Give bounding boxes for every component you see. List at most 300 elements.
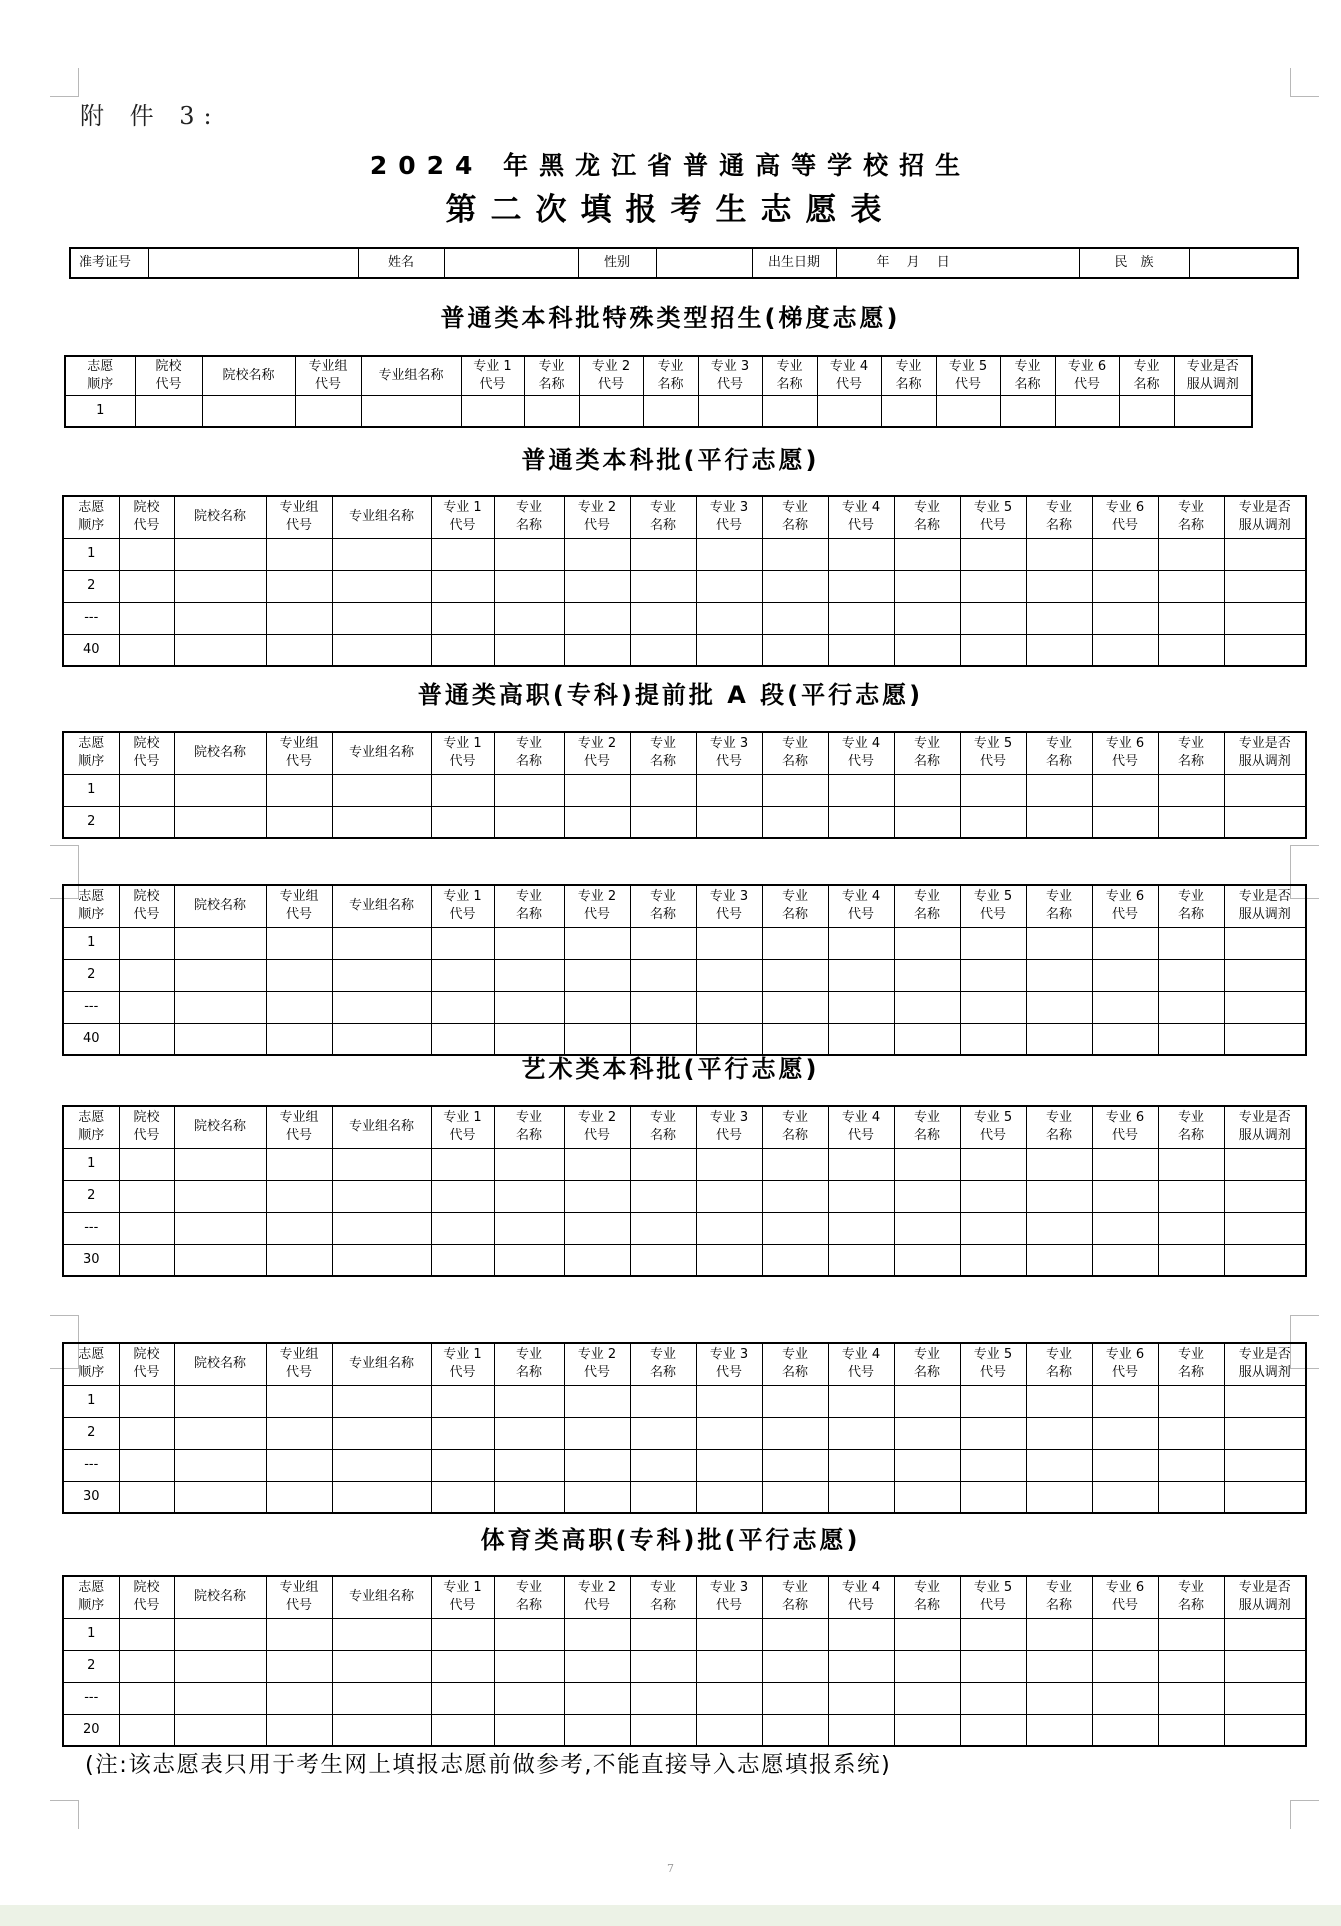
entry-cell[interactable] bbox=[332, 1682, 431, 1714]
entry-cell[interactable] bbox=[431, 1023, 494, 1055]
entry-cell[interactable] bbox=[630, 634, 696, 666]
entry-cell[interactable] bbox=[630, 1714, 696, 1746]
entry-cell[interactable] bbox=[266, 1148, 332, 1180]
entry-cell[interactable] bbox=[1026, 1244, 1092, 1276]
entry-cell[interactable] bbox=[1224, 1618, 1306, 1650]
entry-cell[interactable] bbox=[762, 1650, 828, 1682]
entry-cell[interactable] bbox=[1158, 1682, 1224, 1714]
entry-cell[interactable] bbox=[828, 1244, 894, 1276]
entry-cell[interactable] bbox=[174, 1449, 266, 1481]
entry-cell[interactable] bbox=[431, 959, 494, 991]
entry-cell[interactable] bbox=[1092, 1650, 1158, 1682]
entry-cell[interactable] bbox=[1158, 634, 1224, 666]
entry-cell[interactable] bbox=[266, 927, 332, 959]
entry-cell[interactable] bbox=[894, 774, 960, 806]
entry-cell[interactable] bbox=[960, 806, 1026, 838]
entry-cell[interactable] bbox=[494, 806, 564, 838]
entry-cell[interactable] bbox=[431, 1385, 494, 1417]
entry-cell[interactable] bbox=[828, 602, 894, 634]
entry-cell[interactable] bbox=[1158, 1417, 1224, 1449]
entry-cell[interactable] bbox=[494, 538, 564, 570]
entry-cell[interactable] bbox=[894, 602, 960, 634]
entry-cell[interactable] bbox=[894, 1714, 960, 1746]
entry-cell[interactable] bbox=[266, 1244, 332, 1276]
entry-cell[interactable] bbox=[119, 1682, 174, 1714]
entry-cell[interactable] bbox=[1026, 991, 1092, 1023]
entry-cell[interactable] bbox=[431, 538, 494, 570]
entry-cell[interactable] bbox=[1224, 1148, 1306, 1180]
entry-cell[interactable] bbox=[579, 395, 643, 427]
entry-cell[interactable] bbox=[332, 959, 431, 991]
entry-cell[interactable] bbox=[960, 1244, 1026, 1276]
entry-cell[interactable] bbox=[1026, 1180, 1092, 1212]
entry-cell[interactable] bbox=[630, 1449, 696, 1481]
entry-cell[interactable] bbox=[332, 1449, 431, 1481]
entry-cell[interactable] bbox=[1092, 602, 1158, 634]
entry-cell[interactable] bbox=[762, 602, 828, 634]
entry-cell[interactable] bbox=[1224, 1180, 1306, 1212]
entry-cell[interactable] bbox=[960, 1618, 1026, 1650]
entry-cell[interactable] bbox=[1158, 959, 1224, 991]
entry-cell[interactable] bbox=[1026, 538, 1092, 570]
entry-cell[interactable] bbox=[894, 1417, 960, 1449]
entry-cell[interactable] bbox=[894, 1148, 960, 1180]
entry-cell[interactable] bbox=[762, 927, 828, 959]
entry-cell[interactable] bbox=[119, 1449, 174, 1481]
entry-cell[interactable] bbox=[174, 774, 266, 806]
entry-cell[interactable] bbox=[174, 1148, 266, 1180]
entry-cell[interactable] bbox=[564, 1449, 630, 1481]
entry-cell[interactable] bbox=[564, 1180, 630, 1212]
entry-cell[interactable] bbox=[696, 1714, 762, 1746]
entry-cell[interactable] bbox=[135, 395, 202, 427]
entry-cell[interactable] bbox=[494, 1244, 564, 1276]
entry-cell[interactable] bbox=[119, 1023, 174, 1055]
entry-cell[interactable] bbox=[936, 395, 1000, 427]
entry-cell[interactable] bbox=[1000, 395, 1055, 427]
entry-cell[interactable] bbox=[643, 395, 698, 427]
entry-cell[interactable] bbox=[1224, 1023, 1306, 1055]
entry-cell[interactable] bbox=[1224, 1714, 1306, 1746]
entry-cell[interactable] bbox=[762, 1212, 828, 1244]
entry-cell[interactable] bbox=[630, 570, 696, 602]
entry-cell[interactable] bbox=[960, 959, 1026, 991]
entry-cell[interactable] bbox=[266, 1682, 332, 1714]
entry-cell[interactable] bbox=[431, 1212, 494, 1244]
entry-cell[interactable] bbox=[332, 774, 431, 806]
entry-cell[interactable] bbox=[174, 1481, 266, 1513]
entry-cell[interactable] bbox=[332, 1385, 431, 1417]
entry-cell[interactable] bbox=[1092, 806, 1158, 838]
entry-cell[interactable] bbox=[174, 959, 266, 991]
entry-cell[interactable] bbox=[1092, 570, 1158, 602]
entry-cell[interactable] bbox=[1158, 1481, 1224, 1513]
entry-cell[interactable] bbox=[696, 1148, 762, 1180]
entry-cell[interactable] bbox=[174, 806, 266, 838]
entry-cell[interactable] bbox=[174, 1618, 266, 1650]
entry-cell[interactable] bbox=[630, 1481, 696, 1513]
entry-cell[interactable] bbox=[564, 1650, 630, 1682]
entry-cell[interactable] bbox=[431, 1148, 494, 1180]
entry-cell[interactable] bbox=[1158, 806, 1224, 838]
entry-cell[interactable] bbox=[266, 570, 332, 602]
entry-cell[interactable] bbox=[828, 538, 894, 570]
entry-cell[interactable] bbox=[1026, 806, 1092, 838]
entry-cell[interactable] bbox=[431, 991, 494, 1023]
entry-cell[interactable] bbox=[960, 1023, 1026, 1055]
entry-cell[interactable] bbox=[630, 927, 696, 959]
entry-cell[interactable] bbox=[494, 1148, 564, 1180]
entry-cell[interactable] bbox=[894, 1682, 960, 1714]
entry-cell[interactable] bbox=[431, 1714, 494, 1746]
entry-cell[interactable] bbox=[564, 538, 630, 570]
entry-cell[interactable] bbox=[119, 602, 174, 634]
entry-cell[interactable] bbox=[494, 927, 564, 959]
entry-cell[interactable] bbox=[762, 1618, 828, 1650]
entry-cell[interactable] bbox=[119, 927, 174, 959]
entry-cell[interactable] bbox=[960, 1449, 1026, 1481]
entry-cell[interactable] bbox=[762, 1714, 828, 1746]
entry-cell[interactable] bbox=[696, 1449, 762, 1481]
entry-cell[interactable] bbox=[1026, 602, 1092, 634]
entry-cell[interactable] bbox=[494, 959, 564, 991]
entry-cell[interactable] bbox=[1092, 927, 1158, 959]
entry-cell[interactable] bbox=[1158, 1244, 1224, 1276]
entry-cell[interactable] bbox=[630, 806, 696, 838]
entry-cell[interactable] bbox=[1026, 1023, 1092, 1055]
entry-cell[interactable] bbox=[119, 1618, 174, 1650]
entry-cell[interactable] bbox=[174, 1682, 266, 1714]
entry-cell[interactable] bbox=[494, 1714, 564, 1746]
entry-cell[interactable] bbox=[894, 1023, 960, 1055]
entry-cell[interactable] bbox=[564, 1023, 630, 1055]
entry-cell[interactable] bbox=[960, 1385, 1026, 1417]
entry-cell[interactable] bbox=[524, 395, 579, 427]
entry-cell[interactable] bbox=[1158, 1212, 1224, 1244]
entry-cell[interactable] bbox=[174, 1650, 266, 1682]
entry-cell[interactable] bbox=[762, 1244, 828, 1276]
entry-cell[interactable] bbox=[828, 1481, 894, 1513]
entry-cell[interactable] bbox=[174, 927, 266, 959]
gender-field[interactable] bbox=[656, 248, 752, 278]
entry-cell[interactable] bbox=[431, 1417, 494, 1449]
entry-cell[interactable] bbox=[828, 806, 894, 838]
entry-cell[interactable] bbox=[630, 538, 696, 570]
entry-cell[interactable] bbox=[630, 1618, 696, 1650]
entry-cell[interactable] bbox=[266, 1449, 332, 1481]
entry-cell[interactable] bbox=[564, 1682, 630, 1714]
entry-cell[interactable] bbox=[762, 538, 828, 570]
entry-cell[interactable] bbox=[494, 991, 564, 1023]
entry-cell[interactable] bbox=[1026, 1148, 1092, 1180]
entry-cell[interactable] bbox=[630, 1244, 696, 1276]
entry-cell[interactable] bbox=[564, 927, 630, 959]
entry-cell[interactable] bbox=[1158, 570, 1224, 602]
entry-cell[interactable] bbox=[696, 991, 762, 1023]
entry-cell[interactable] bbox=[960, 1650, 1026, 1682]
entry-cell[interactable] bbox=[1224, 806, 1306, 838]
entry-cell[interactable] bbox=[1026, 1682, 1092, 1714]
entry-cell[interactable] bbox=[564, 1714, 630, 1746]
entry-cell[interactable] bbox=[894, 1385, 960, 1417]
entry-cell[interactable] bbox=[332, 570, 431, 602]
entry-cell[interactable] bbox=[564, 1481, 630, 1513]
entry-cell[interactable] bbox=[174, 538, 266, 570]
entry-cell[interactable] bbox=[1224, 1244, 1306, 1276]
entry-cell[interactable] bbox=[494, 1618, 564, 1650]
entry-cell[interactable] bbox=[174, 1023, 266, 1055]
entry-cell[interactable] bbox=[960, 1417, 1026, 1449]
entry-cell[interactable] bbox=[119, 1180, 174, 1212]
entry-cell[interactable] bbox=[696, 1023, 762, 1055]
entry-cell[interactable] bbox=[494, 1023, 564, 1055]
entry-cell[interactable] bbox=[630, 1385, 696, 1417]
entry-cell[interactable] bbox=[1092, 1417, 1158, 1449]
entry-cell[interactable] bbox=[1026, 927, 1092, 959]
entry-cell[interactable] bbox=[960, 927, 1026, 959]
entry-cell[interactable] bbox=[762, 1385, 828, 1417]
entry-cell[interactable] bbox=[332, 1417, 431, 1449]
entry-cell[interactable] bbox=[332, 1618, 431, 1650]
entry-cell[interactable] bbox=[1224, 570, 1306, 602]
entry-cell[interactable] bbox=[174, 634, 266, 666]
entry-cell[interactable] bbox=[960, 774, 1026, 806]
entry-cell[interactable] bbox=[431, 774, 494, 806]
entry-cell[interactable] bbox=[119, 806, 174, 838]
entry-cell[interactable] bbox=[1224, 774, 1306, 806]
entry-cell[interactable] bbox=[1158, 1618, 1224, 1650]
entry-cell[interactable] bbox=[332, 991, 431, 1023]
birth-date-field[interactable]: 年 月 日 bbox=[836, 248, 1079, 278]
entry-cell[interactable] bbox=[630, 1023, 696, 1055]
entry-cell[interactable] bbox=[431, 634, 494, 666]
entry-cell[interactable] bbox=[266, 602, 332, 634]
entry-cell[interactable] bbox=[894, 959, 960, 991]
entry-cell[interactable] bbox=[332, 1148, 431, 1180]
entry-cell[interactable] bbox=[1158, 774, 1224, 806]
entry-cell[interactable] bbox=[1158, 1148, 1224, 1180]
entry-cell[interactable] bbox=[1092, 1023, 1158, 1055]
entry-cell[interactable] bbox=[828, 959, 894, 991]
entry-cell[interactable] bbox=[332, 1650, 431, 1682]
entry-cell[interactable] bbox=[630, 991, 696, 1023]
entry-cell[interactable] bbox=[295, 395, 361, 427]
entry-cell[interactable] bbox=[630, 1417, 696, 1449]
entry-cell[interactable] bbox=[431, 1618, 494, 1650]
entry-cell[interactable] bbox=[494, 1212, 564, 1244]
entry-cell[interactable] bbox=[762, 1148, 828, 1180]
entry-cell[interactable] bbox=[564, 602, 630, 634]
entry-cell[interactable] bbox=[828, 927, 894, 959]
entry-cell[interactable] bbox=[332, 806, 431, 838]
entry-cell[interactable] bbox=[266, 1618, 332, 1650]
entry-cell[interactable] bbox=[828, 634, 894, 666]
entry-cell[interactable] bbox=[431, 927, 494, 959]
entry-cell[interactable] bbox=[1026, 634, 1092, 666]
entry-cell[interactable] bbox=[564, 634, 630, 666]
entry-cell[interactable] bbox=[332, 634, 431, 666]
entry-cell[interactable] bbox=[266, 1180, 332, 1212]
entry-cell[interactable] bbox=[1026, 1449, 1092, 1481]
entry-cell[interactable] bbox=[266, 1212, 332, 1244]
entry-cell[interactable] bbox=[494, 1682, 564, 1714]
entry-cell[interactable] bbox=[696, 927, 762, 959]
entry-cell[interactable] bbox=[696, 1650, 762, 1682]
entry-cell[interactable] bbox=[1092, 1618, 1158, 1650]
entry-cell[interactable] bbox=[762, 1682, 828, 1714]
entry-cell[interactable] bbox=[564, 1244, 630, 1276]
entry-cell[interactable] bbox=[630, 959, 696, 991]
entry-cell[interactable] bbox=[266, 1023, 332, 1055]
entry-cell[interactable] bbox=[1092, 1244, 1158, 1276]
entry-cell[interactable] bbox=[828, 1417, 894, 1449]
entry-cell[interactable] bbox=[630, 1148, 696, 1180]
entry-cell[interactable] bbox=[1092, 991, 1158, 1023]
entry-cell[interactable] bbox=[332, 927, 431, 959]
entry-cell[interactable] bbox=[696, 1180, 762, 1212]
entry-cell[interactable] bbox=[174, 991, 266, 1023]
entry-cell[interactable] bbox=[828, 570, 894, 602]
entry-cell[interactable] bbox=[1224, 991, 1306, 1023]
entry-cell[interactable] bbox=[494, 1385, 564, 1417]
entry-cell[interactable] bbox=[630, 1650, 696, 1682]
entry-cell[interactable] bbox=[266, 1481, 332, 1513]
entry-cell[interactable] bbox=[431, 1449, 494, 1481]
entry-cell[interactable] bbox=[828, 774, 894, 806]
entry-cell[interactable] bbox=[762, 1449, 828, 1481]
entry-cell[interactable] bbox=[1158, 602, 1224, 634]
entry-cell[interactable] bbox=[1224, 1385, 1306, 1417]
entry-cell[interactable] bbox=[1158, 1180, 1224, 1212]
entry-cell[interactable] bbox=[696, 602, 762, 634]
entry-cell[interactable] bbox=[119, 538, 174, 570]
entry-cell[interactable] bbox=[894, 634, 960, 666]
entry-cell[interactable] bbox=[431, 1682, 494, 1714]
entry-cell[interactable] bbox=[332, 538, 431, 570]
entry-cell[interactable] bbox=[1026, 1417, 1092, 1449]
entry-cell[interactable] bbox=[1224, 634, 1306, 666]
entry-cell[interactable] bbox=[332, 1244, 431, 1276]
entry-cell[interactable] bbox=[266, 774, 332, 806]
entry-cell[interactable] bbox=[894, 806, 960, 838]
entry-cell[interactable] bbox=[494, 1180, 564, 1212]
entry-cell[interactable] bbox=[894, 570, 960, 602]
entry-cell[interactable] bbox=[1158, 1650, 1224, 1682]
entry-cell[interactable] bbox=[564, 570, 630, 602]
entry-cell[interactable] bbox=[119, 959, 174, 991]
entry-cell[interactable] bbox=[494, 1449, 564, 1481]
entry-cell[interactable] bbox=[960, 1481, 1026, 1513]
entry-cell[interactable] bbox=[431, 1481, 494, 1513]
entry-cell[interactable] bbox=[266, 1417, 332, 1449]
entry-cell[interactable] bbox=[174, 1714, 266, 1746]
entry-cell[interactable] bbox=[1092, 1180, 1158, 1212]
entry-cell[interactable] bbox=[431, 570, 494, 602]
entry-cell[interactable] bbox=[1092, 774, 1158, 806]
entry-cell[interactable] bbox=[494, 774, 564, 806]
entry-cell[interactable] bbox=[1092, 634, 1158, 666]
entry-cell[interactable] bbox=[564, 1618, 630, 1650]
entry-cell[interactable] bbox=[1026, 570, 1092, 602]
entry-cell[interactable] bbox=[960, 1714, 1026, 1746]
entry-cell[interactable] bbox=[630, 1682, 696, 1714]
admission-no-field[interactable] bbox=[148, 248, 358, 278]
entry-cell[interactable] bbox=[564, 806, 630, 838]
entry-cell[interactable] bbox=[960, 1148, 1026, 1180]
entry-cell[interactable] bbox=[894, 991, 960, 1023]
entry-cell[interactable] bbox=[564, 774, 630, 806]
entry-cell[interactable] bbox=[1158, 991, 1224, 1023]
entry-cell[interactable] bbox=[119, 1385, 174, 1417]
entry-cell[interactable] bbox=[174, 1212, 266, 1244]
entry-cell[interactable] bbox=[1026, 1650, 1092, 1682]
entry-cell[interactable] bbox=[119, 1417, 174, 1449]
entry-cell[interactable] bbox=[960, 1212, 1026, 1244]
entry-cell[interactable] bbox=[1092, 1682, 1158, 1714]
entry-cell[interactable] bbox=[1158, 927, 1224, 959]
entry-cell[interactable] bbox=[332, 1714, 431, 1746]
entry-cell[interactable] bbox=[174, 602, 266, 634]
entry-cell[interactable] bbox=[762, 1180, 828, 1212]
entry-cell[interactable] bbox=[1092, 1148, 1158, 1180]
entry-cell[interactable] bbox=[828, 1023, 894, 1055]
entry-cell[interactable] bbox=[1092, 1212, 1158, 1244]
entry-cell[interactable] bbox=[696, 1618, 762, 1650]
entry-cell[interactable] bbox=[431, 602, 494, 634]
entry-cell[interactable] bbox=[696, 1481, 762, 1513]
entry-cell[interactable] bbox=[1224, 1449, 1306, 1481]
entry-cell[interactable] bbox=[174, 1180, 266, 1212]
entry-cell[interactable] bbox=[960, 634, 1026, 666]
entry-cell[interactable] bbox=[119, 1212, 174, 1244]
entry-cell[interactable] bbox=[564, 1417, 630, 1449]
entry-cell[interactable] bbox=[494, 602, 564, 634]
entry-cell[interactable] bbox=[960, 602, 1026, 634]
entry-cell[interactable] bbox=[1092, 1449, 1158, 1481]
entry-cell[interactable] bbox=[817, 395, 881, 427]
entry-cell[interactable] bbox=[762, 806, 828, 838]
entry-cell[interactable] bbox=[881, 395, 936, 427]
entry-cell[interactable] bbox=[828, 1385, 894, 1417]
entry-cell[interactable] bbox=[1092, 1714, 1158, 1746]
entry-cell[interactable] bbox=[828, 1180, 894, 1212]
entry-cell[interactable] bbox=[894, 1481, 960, 1513]
entry-cell[interactable] bbox=[762, 570, 828, 602]
entry-cell[interactable] bbox=[762, 1023, 828, 1055]
entry-cell[interactable] bbox=[174, 1417, 266, 1449]
entry-cell[interactable] bbox=[494, 1481, 564, 1513]
entry-cell[interactable] bbox=[266, 1385, 332, 1417]
entry-cell[interactable] bbox=[1158, 538, 1224, 570]
entry-cell[interactable] bbox=[119, 774, 174, 806]
entry-cell[interactable] bbox=[174, 570, 266, 602]
entry-cell[interactable] bbox=[828, 1682, 894, 1714]
entry-cell[interactable] bbox=[202, 395, 295, 427]
entry-cell[interactable] bbox=[1224, 1481, 1306, 1513]
entry-cell[interactable] bbox=[696, 959, 762, 991]
entry-cell[interactable] bbox=[1224, 927, 1306, 959]
entry-cell[interactable] bbox=[494, 634, 564, 666]
entry-cell[interactable] bbox=[1026, 1714, 1092, 1746]
entry-cell[interactable] bbox=[174, 1244, 266, 1276]
entry-cell[interactable] bbox=[696, 538, 762, 570]
entry-cell[interactable] bbox=[119, 1148, 174, 1180]
entry-cell[interactable] bbox=[1026, 1618, 1092, 1650]
entry-cell[interactable] bbox=[332, 1023, 431, 1055]
entry-cell[interactable] bbox=[119, 1244, 174, 1276]
entry-cell[interactable] bbox=[1158, 1714, 1224, 1746]
entry-cell[interactable] bbox=[1224, 1682, 1306, 1714]
